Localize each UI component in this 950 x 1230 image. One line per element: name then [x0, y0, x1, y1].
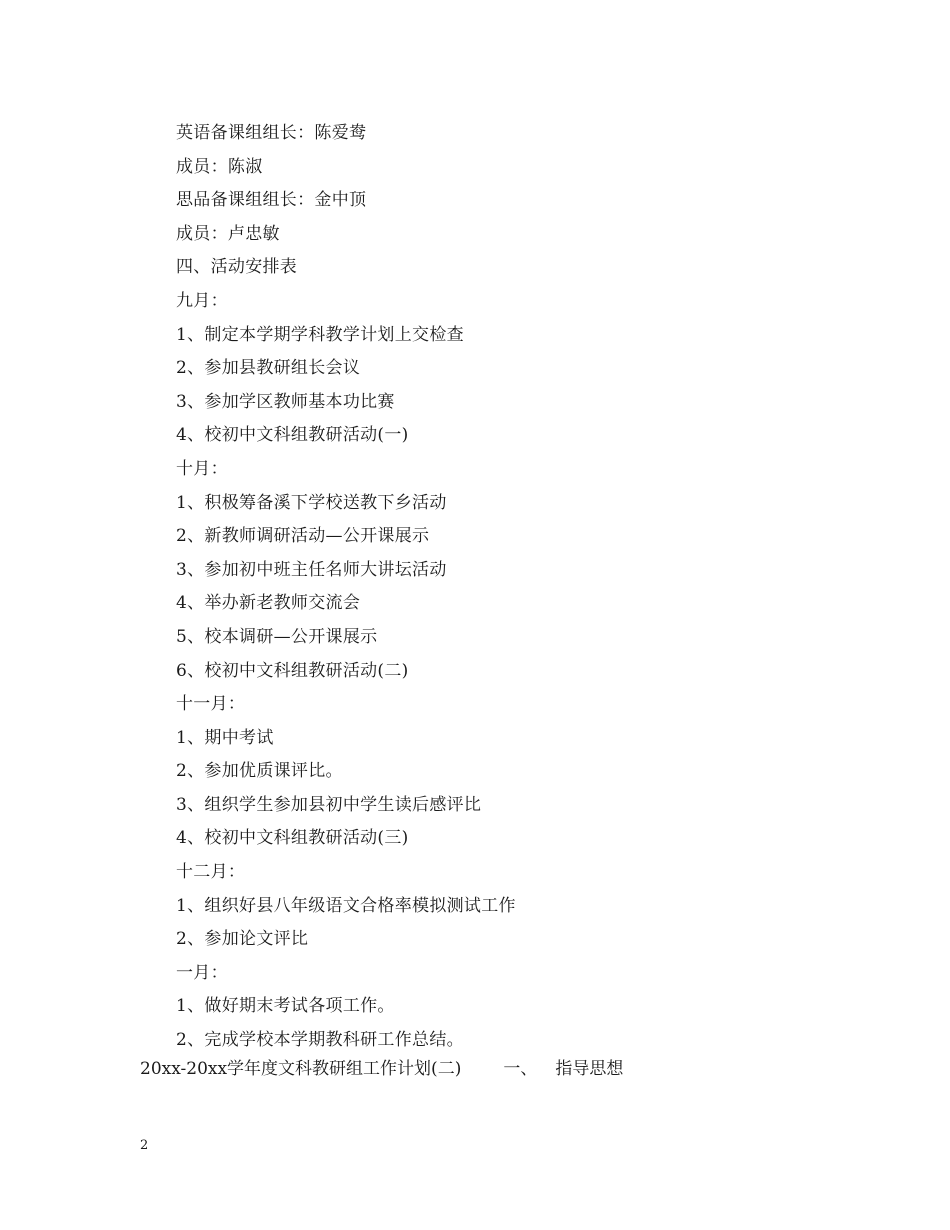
text-line: 1、制定本学期学科教学计划上交检查	[176, 324, 464, 345]
text-line: 2、参加论文评比	[176, 929, 309, 950]
text-line: 3、参加初中班主任名师大讲坛活动	[176, 559, 447, 580]
text-line: 一月：	[176, 962, 228, 983]
next-plan-title: 20xx-20xx学年度文科教研组工作计划(二)	[140, 1059, 462, 1079]
text-line: 6、校初中文科组教研活动(二)	[176, 660, 409, 681]
text-line: 四、活动安排表	[176, 257, 298, 278]
text-line: 十月：	[176, 458, 228, 479]
next-plan-heading	[140, 1053, 623, 1086]
text-line: 十一月：	[176, 694, 246, 715]
text-line: 1、期中考试	[176, 727, 274, 748]
section-title: 指导思想	[555, 1059, 624, 1079]
text-line: 十二月：	[176, 862, 246, 883]
text-line: 英语备课组组长：陈爱鸯	[176, 123, 367, 143]
text-line: 4、校初中文科组教研活动(三)	[176, 828, 409, 849]
text-line: 2、参加县教研组长会议	[176, 358, 361, 379]
text-line: 1、积极筹备溪下学校送教下乡活动	[176, 492, 447, 513]
text-line: 3、组织学生参加县初中学生读后感评比	[176, 794, 482, 815]
text-line: 2、参加优质课评比。	[176, 761, 343, 782]
text-line: 2、新教师调研活动—公开课展示	[176, 526, 430, 547]
section-number: 一、	[503, 1059, 538, 1079]
text-line: 1、组织好县八年级语文合格率模拟测试工作	[176, 895, 516, 916]
document-body	[176, 117, 876, 1058]
text-line: 5、校本调研—公开课展示	[176, 626, 378, 647]
text-line: 九月：	[176, 290, 228, 311]
text-line: 成员：陈淑	[176, 156, 263, 177]
text-line: 成员：卢忠敏	[176, 223, 280, 244]
text-line: 2、完成学校本学期教科研工作总结。	[176, 1030, 464, 1051]
page-number: 2	[140, 1138, 149, 1153]
text-line: 思品备课组组长：金中顶	[176, 190, 367, 211]
text-line: 1、做好期末考试各项工作。	[176, 996, 395, 1017]
text-line: 4、举办新老教师交流会	[176, 593, 361, 614]
text-line: 3、参加学区教师基本功比赛	[176, 391, 395, 412]
text-line: 4、校初中文科组教研活动(一)	[176, 425, 409, 446]
